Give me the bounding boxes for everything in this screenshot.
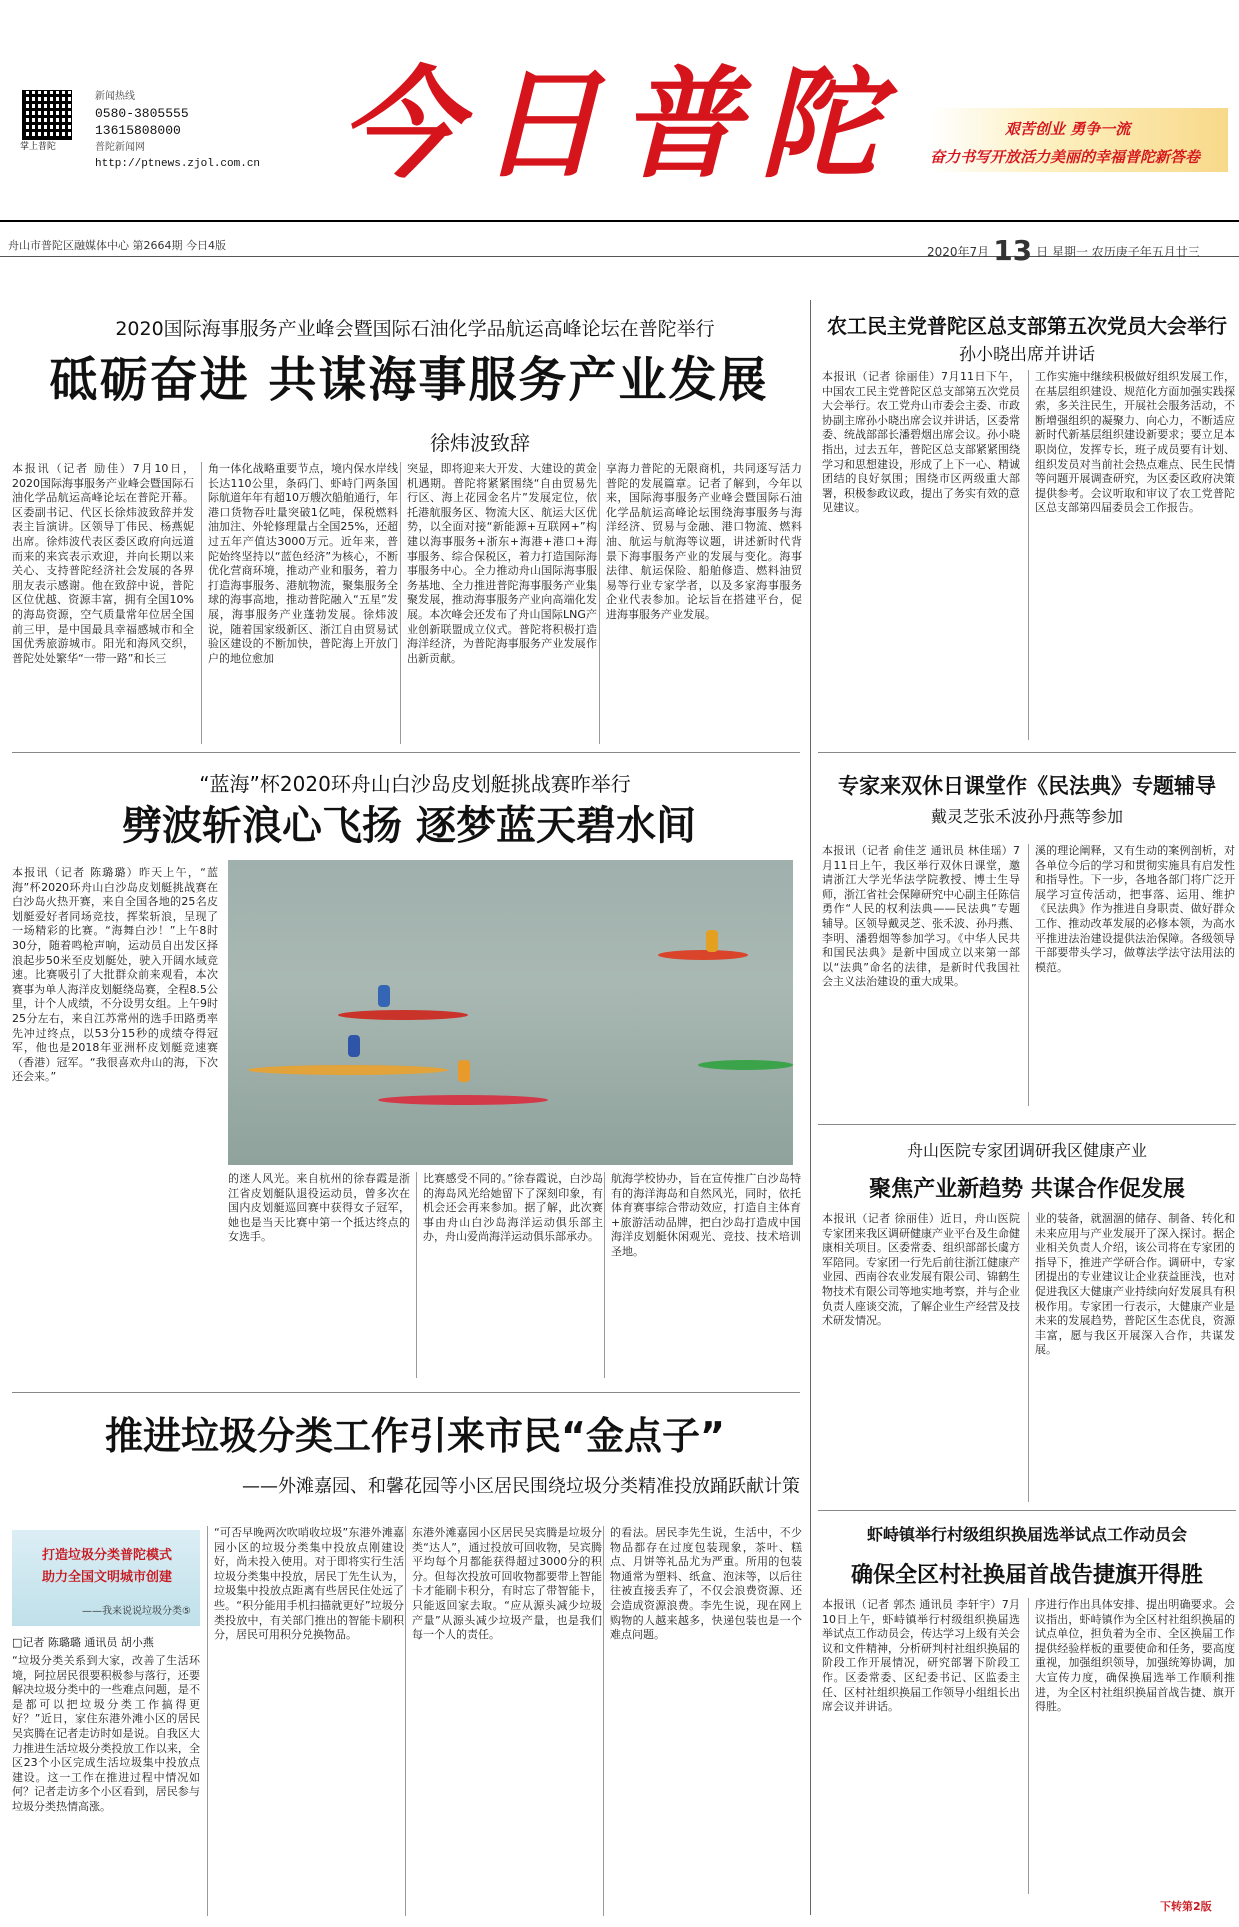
series-box bbox=[12, 1530, 200, 1626]
article2-col-2: 的迷人风光。来自杭州的徐春霞是浙江省皮划艇队退役运动员，曾多次在国内皮划艇巡回赛中获得女子冠军，她也是当天比赛中第一个抵达终点的女选手。 bbox=[228, 1172, 410, 1244]
series-subtitle: ——我来说说垃圾分类⑤ bbox=[82, 1606, 191, 1617]
right3-col-1: 本报讯（记者 徐丽佳）近日，舟山医院专家团来我区调研健康产业平台及生命健康相关项目。区委常委、组织部部长虞方军陪同。专家团一行先后前往浙江健康产业园、西南谷农业发展有限公司、锦鹤生物技术有限公司等地实地考察，并与企业负责人座谈交流，了解企业生产经营及技术研发情况。 bbox=[822, 1212, 1020, 1328]
series-title-1: 打造垃圾分类普陀模式 bbox=[42, 1548, 173, 1563]
hotline-phone-2: 13615808000 bbox=[95, 123, 181, 138]
article2-col-1: 本报讯（记者 陈璐璐）昨天上午，“蓝海”杯2020环舟山白沙岛皮划艇挑战赛在白沙岛火热开赛，来自全国各地的25名皮划艇爱好者同场竞技，挥桨斩浪，呈现了一场精彩的比赛。“海舞白沙！”上午8时30分，随着鸣枪声响，运动员自出发区择浪起步50米至皮划艇处，驶入开阔水域竞速。比赛吸引了大批群众前来观看，本次赛事为单人海洋皮划艇绕岛赛，全程8.5公里，计个人成绩，不分设男女组。上午9时25分左右，来自江苏常州的选手田路勇率先冲过终点，以53分15秒的成绩夺得冠军，他也是2018年亚洲杯皮划艇竞速赛（香港）冠军。“我很喜欢舟山的海，下次还会来。” bbox=[12, 866, 218, 1084]
article1-col-2: 角一体化战略重要节点，境内保水岸线长达110公里，条码门、虾峙门两条国际航道年年有超10万艘次船舶通行，年港口货物吞吐量突破1亿吨，保税燃料油加注、外轮修理量占全国25%，还超过五年产值达3000万元。近年来，普陀始终坚持以“蓝色经济”为核心，不断优化营商环境，推动产业和服务，着力打造海事服务、港航物流，聚集服务全球的海事高地，推动普陀融入“五星”发展，海事服务产业蓬勃发展。徐炜波说，随着国家级新区、浙江自由贸易试验区建设的不断加快，普陀海上开放门户的地位愈加 bbox=[201, 462, 398, 744]
article3-col-4: 的看法。居民李先生说，生活中，不少物品都存在过度包装现象，茶叶、糕点、月饼等礼品尤为严重。所用的包装物通常为塑料、纸盒、泡沫等，以后往往被直接丢弃了，不仅会浪费资源、还会造成资源浪费。李先生说，现在网上购物的人越来越多，快递包装也是一个难点问题。 bbox=[603, 1526, 802, 1916]
web-label: 普陀新闻网 bbox=[95, 142, 145, 153]
divider-r2 bbox=[818, 1124, 1236, 1125]
masthead-rule bbox=[0, 220, 1239, 222]
article3-col-3: 东港外滩嘉园小区居民吴宾腾是垃圾分类“达人”，通过投放可回收物，吴宾腾平均每个月都能获得超过3000分的积分。但每次投放可回收物都要带上智能卡才能刷卡积分，有时忘了带智能卡，只能返回家去取。“应从源头减少垃圾产量”从源头减少垃圾产量，也是我们每一个人的责任。 bbox=[405, 1526, 602, 1916]
right1-col-1: 本报讯（记者 徐丽佳）7月11日下午，中国农工民主党普陀区总支部第五次党员大会举行。农工党舟山市委会主委、市政协副主席孙小晓出席会议并讲话，区委常委、统战部部长潘碧烟出席会议。孙小晓指出，过去五年，普陀区总支部紧紧围绕学习和思想建设，形成了上下一心、精诚团结的良好氛围；围绕市区两级重大部署，积极参政议政，提出了务实有效的意见建议。 bbox=[822, 370, 1020, 515]
qr-label: 掌上普陀 bbox=[20, 142, 57, 152]
article3-deck: ——外滩嘉园、和馨花园等小区居民围绕垃圾分类精准投放踊跃献计策 bbox=[242, 1476, 800, 1497]
right2-headline: 专家来双休日课堂作《民法典》专题辅导 bbox=[838, 774, 1216, 798]
kayak-race-photo bbox=[228, 860, 793, 1165]
right1-col-2: 工作实施中继续积极做好组织发展工作，在基层组织建设、规范化方面加强实践探索，多关注民生，开展社会服务活动，不断增强组织的凝聚力、向心力，不断适应新时代新基层组织建设新要求；要立足本职岗位，发挥专长，班子成员要有计划、组织发员对当前社会热点难点、民生民情等问题开展调查研究，为区委区政府决策提供参考。会议听取和审议了农工党普陀区总支部第四届委员会工作报告。 bbox=[1028, 370, 1235, 740]
date-suffix: 日 星期一 农历庚子年五月廿三 bbox=[1036, 245, 1200, 259]
slogan-line-1: 艰苦创业 勇争一流 bbox=[1005, 120, 1131, 138]
right3-col-2: 业的装备，就涸涸的储存、制备、转化和未来应用与产业发展开了深入探讨。据企业相关负责人介绍，该公司将在专家团的指导下，推进产学研合作。调研中，专家团提出的专业建议让企业获益匪浅，也对促进我区大健康产业持续向好发展具有积极作用。专家团一行表示，大健康产业是未来的发展趋势，普陀区生态优良，资源丰富，愿与我区开展深入合作，共谋发展。 bbox=[1028, 1212, 1235, 1502]
right4-col-2: 序进行作出具体安排、提出明确要求。会议指出，虾峙镇作为全区村社组织换届的试点单位，担负着为全市、全区换届工作提供经验样板的重要使命和任务，要高度重视，加强组织领导，加强统筹协调，加大宣传力度，确保换届选举工作顺利推进，为全区村社组织换届首战告捷、旗开得胜。 bbox=[1028, 1598, 1235, 1894]
hotline-phone-1: 0580-3805555 bbox=[95, 106, 189, 121]
date-prefix: 2020年7月 bbox=[927, 245, 990, 259]
qr-code bbox=[22, 90, 72, 140]
column-separator bbox=[810, 300, 811, 1915]
article1-col-3: 突显，即将迎来大开发、大建设的黄金机遇期。普陀将紧紧围绕“自由贸易先行区、海上花园金名片”发展定位，依托港航服务区、物流大区、航运大区优势，以全面对接“新能源+互联网+”构建以海事服务+浙东+海港+港口+海事服务、综合保税区，着力打造国际海事服务中心。全力推动舟山国际海事服务基地、全力推进普陀海事服务产业集聚发展，推动海事服务产业向高端化发展。本次峰会还发布了舟山国际LNG产业创新联盟成立仪式。普陀将积极打造海洋经济，为普陀海事服务产业发展作出新贡献。 bbox=[400, 462, 597, 744]
article2-col-4: 航海学校协办，旨在宣传推广白沙岛特有的海洋海岛和自然风光，同时，依托体育赛事综合带动效应，打造自主体育+旅游活动品牌，把白沙岛打造成中国海洋皮划艇休闲观光、竞技、技术培训圣地。 bbox=[604, 1172, 801, 1378]
right4-headline: 确保全区村社换届首战告捷旗开得胜 bbox=[850, 1563, 1203, 1588]
article3-headline: 推进垃圾分类工作引来市民“金点子” bbox=[105, 1414, 725, 1458]
contact-block bbox=[95, 88, 260, 173]
right2-col-2: 溪的理论阐释，又有生动的案例剖析，对各单位今后的学习和贯彻实施具有启发性和指导性。下一步，各地各部门将广泛开展学习宣传活动，把事落、运用、维护《民法典》作为推进自身职责、做好群众工作、推动改革发展的必修本领，为高水平推进法治建设提供法治保障。各级领导干部要带头学习，做尊法学法守法用法的模范。 bbox=[1028, 844, 1235, 1106]
right3-kicker: 舟山医院专家团调研我区健康产业 bbox=[906, 1141, 1147, 1160]
article3-col-2: “可否早晚两次吹哨收垃圾”东港外滩嘉园小区的垃圾分类集中投放点刚建设好，尚未投入使用。对于即将实行生活垃圾分类集中投放，居民丁先生认为，垃圾集中投放点距离有些居民住处远了些。“积分能用手机扫描就更好”垃圾分类投放中，有关部门推出的智能卡刷积分，居民可用积分兑换物品。 bbox=[207, 1526, 404, 1916]
right2-col-1: 本报讯（记者 俞佳芝 通讯员 林佳瑶）7月11日上午，我区举行双休日课堂，邀请浙江大学光华法学院教授、博士生导师，浙江省社会保障研究中心副主任陈信勇作“人民的权利法典——民法典”专题辅导。区领导戴灵芝、张禾波、孙丹燕、李明、潘碧烟等参加学习。《中华人民共和国民法典》是新中国成立以来第一部以“法典”命名的法律，是新时代我国社会主义法治建设的重大成果。 bbox=[822, 844, 1020, 989]
article1-deck: 徐炜波致辞 bbox=[430, 431, 530, 455]
series-title-2: 助力全国文明城市创建 bbox=[42, 1570, 173, 1585]
article2-kicker: “蓝海”杯2020环舟山白沙岛皮划艇挑战赛昨举行 bbox=[199, 772, 631, 796]
article1-headline: 砥砺奋进 共谋海事服务产业发展 bbox=[49, 352, 769, 408]
publisher-info: 舟山市普陀区融媒体中心 第2664期 今日4版 bbox=[8, 239, 226, 252]
article1-kicker: 2020国际海事服务产业峰会暨国际石油化学品航运高峰论坛在普陀举行 bbox=[115, 318, 715, 340]
divider-r3 bbox=[818, 1510, 1236, 1511]
date-day: 13 bbox=[993, 234, 1033, 267]
web-link[interactable]: http://ptnews.zjol.com.cn bbox=[95, 158, 261, 170]
article1-col-1: 本报讯（记者 励佳）7月10日，2020国际海事服务产业峰会暨国际石油化学品航运高峰论坛在普陀开幕。区委副书记、代区长徐炜波致辞并发表主旨演讲。区领导丁伟民、杨燕妮出席。徐炜波代表区委区政府向远道而来的来宾表示欢迎，并向长期以来关心、支持普陀经济社会发展的各界朋友表示感谢。他在致辞中说，普陀区位优越、资源丰富，拥有全国10%的海岛资源，空气质量常年位居全国前三甲，是中国最具幸福感城市和全国优秀旅游城市。阳光和海风交织，普陀处处繁华“一带一路”和长三 bbox=[12, 462, 194, 665]
article1-col-4: 享海力普陀的无限商机，共同逐写活力普陀的发展篇章。记者了解到，今年以来，国际海事服务产业峰会暨国际石油化学品航运高峰论坛围绕海事服务与海洋经济、贸易与金融、港口物流、燃料油、航运与航海等议题，讲述新时代背景下海事服务产业的发展与变化。海事法律、航运保险、船舶修造、燃料油贸易等行业专家学者，以及多家海事服务企业代表参加。论坛旨在搭建平台，促进海事服务产业发展。 bbox=[599, 462, 802, 744]
article3-byline: □记者 陈璐璐 通讯员 胡小燕 bbox=[12, 1636, 154, 1649]
article2-col-3: 比赛感受不同的。”徐春霞说，白沙岛的海岛风光给她留下了深刻印象，有机会还会再来参加。据了解，此次赛事由舟山白沙岛海洋运动俱乐部主办，舟山爱尚海洋运动俱乐部承办。 bbox=[416, 1172, 603, 1378]
right2-deck: 戴灵芝张禾波孙丹燕等参加 bbox=[930, 807, 1123, 826]
right4-col-1: 本报讯（记者 郭杰 通讯员 李轩宇）7月10日上午，虾峙镇举行村级组织换届选举试点工作动员会，传达学习上级有关会议和文件精神，分析研判村社组织换届的阶段工作开展情况，研究部署下阶段工作。区委常委、区纪委书记、区监委主任、区村社组织换届工作领导小组组长出席会议并讲话。 bbox=[822, 1598, 1020, 1714]
masthead-title: 今日普陀 bbox=[340, 54, 900, 195]
continued-link[interactable]: 下转第2版 bbox=[1160, 1900, 1212, 1913]
hotline-label: 新闻热线 bbox=[95, 91, 135, 102]
right1-deck: 孙小晓出席并讲话 bbox=[959, 345, 1095, 365]
article2-headline: 劈波斩浪心飞扬 逐梦蓝天碧水间 bbox=[122, 803, 696, 849]
divider-2 bbox=[12, 1392, 800, 1393]
right1-headline: 农工民主党普陀区总支部第五次党员大会举行 bbox=[827, 314, 1227, 338]
article3-col-1: “垃圾分类关系到大家，改善了生活环境，阿拉居民很要积极参与落行，还要解决垃圾分类中的一些难点问题，是不是都可以把垃圾分类工作搞得更好？”近日，家住东港外滩小区的居民吴宾腾在记者走访时如是说。自我区大力推进生活垃圾分类投放工作以来，全区23个小区完成生活垃圾集中投放点建设。这一工作在推进过程中情况如何？记者走访多个小区看到，居民参与垃圾分类热情高涨。 bbox=[12, 1654, 200, 1813]
slogan-line-2: 奋力书写开放活力美丽的幸福普陀新答卷 bbox=[930, 148, 1201, 166]
divider-1 bbox=[12, 752, 800, 753]
right3-headline: 聚焦产业新趋势 共谋合作促发展 bbox=[869, 1177, 1185, 1202]
right4-kicker: 虾峙镇举行村级组织换届选举试点工作动员会 bbox=[866, 1525, 1187, 1544]
divider-r1 bbox=[818, 752, 1236, 753]
issue-date bbox=[927, 234, 1200, 267]
